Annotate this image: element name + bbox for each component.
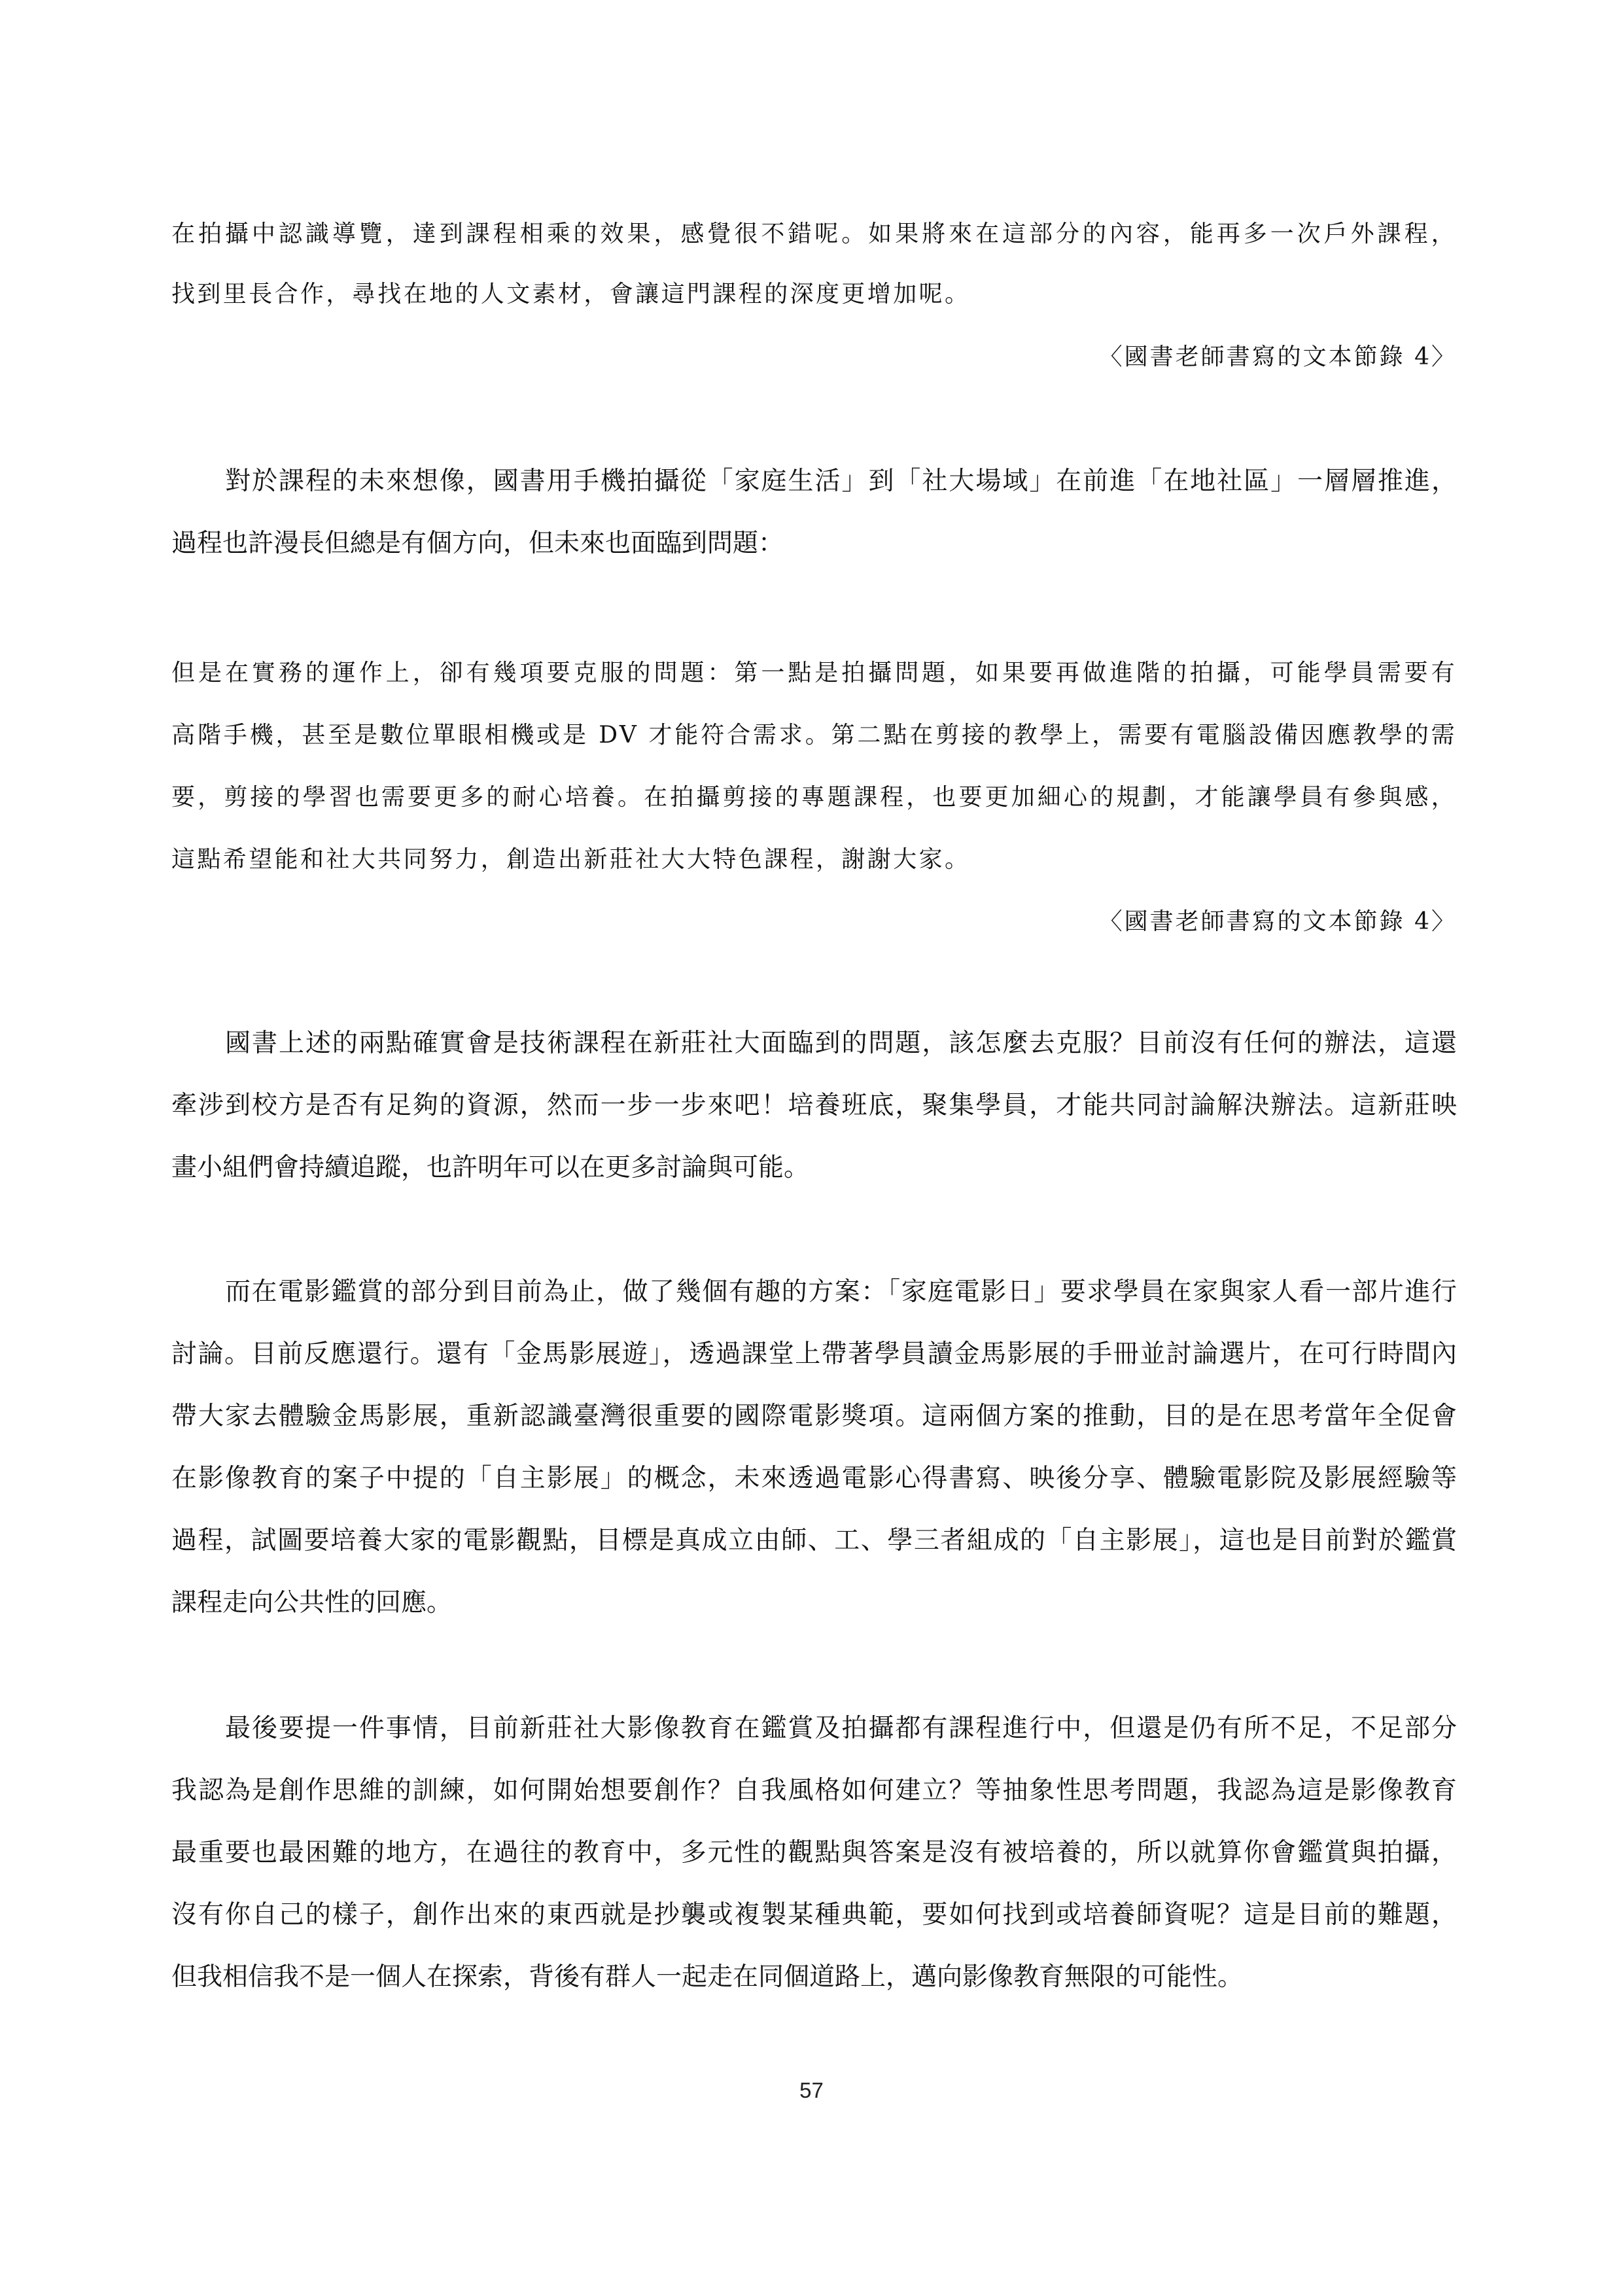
quote-source: 〈國書老師書寫的文本節錄 4〉 — [1098, 344, 1457, 370]
paragraph-line: 過程，試圖要培養大家的電影觀點，目標是真成立由師、工、學三者組成的「自主影展」，這也是目前對於鑑賞 — [171, 1526, 1457, 1555]
quote-line: 在拍攝中認識導覽，達到課程相乘的效果，感覺很不錯呢。如果將來在這部分的內容，能再多一次戶外課程， — [171, 221, 1457, 247]
paragraph-line: 最重要也最困難的地方，在過往的教育中，多元性的觀點與答案是沒有被培養的，所以就算你會鑑賞與拍攝， — [171, 1838, 1457, 1867]
quote-source: 〈國書老師書寫的文本節錄 4〉 — [1098, 908, 1457, 935]
paragraph-line: 帶大家去體驗金馬影展，重新認識臺灣很重要的國際電影獎項。這兩個方案的推動，目的是在思考當年全促會 — [171, 1402, 1457, 1431]
quote-line: 要，剪接的學習也需要更多的耐心培養。在拍攝剪接的專題課程，也要更加細心的規劃，才能讓學員有參與感， — [171, 784, 1457, 811]
paragraph-line: 課程走向公共性的回應。 — [171, 1588, 453, 1617]
paragraph-line: 國書上述的兩點確實會是技術課程在新莊社大面臨到的問題，該怎麼去克服？目前沒有任何的辦法，這還 — [225, 1029, 1457, 1058]
quote-line: 但是在實務的運作上，卻有幾項要克服的問題：第一點是拍攝問題，如果要再做進階的拍攝，可能學員需要有 — [171, 660, 1457, 686]
paragraph-line: 沒有你自己的樣子，創作出來的東西就是抄襲或複製某種典範，要如何找到或培養師資呢？這是目前的難題， — [171, 1900, 1457, 1930]
paragraph-line: 最後要提一件事情，目前新莊社大影像教育在鑑賞及拍攝都有課程進行中，但還是仍有所不足，不足部分 — [225, 1714, 1457, 1743]
paragraph-line: 我認為是創作思維的訓練，如何開始想要創作？自我風格如何建立？等抽象性思考問題，我認為這是影像教育 — [171, 1776, 1457, 1805]
quote-line: 找到里長合作，尋找在地的人文素材，會讓這門課程的深度更增加呢。 — [171, 281, 971, 308]
page-number: 57 — [799, 2078, 824, 2102]
paragraph-line: 在影像教育的案子中提的「自主影展」的概念，未來透過電影心得書寫、映後分享、體驗電影院及影展經驗等 — [171, 1464, 1457, 1493]
paragraph-line: 而在電影鑑賞的部分到目前為止，做了幾個有趣的方案：「家庭電影日」要求學員在家與家人看一部片進行 — [225, 1277, 1457, 1307]
quote-line: 高階手機，甚至是數位單眼相機或是 DV 才能符合需求。第二點在剪接的教學上，需要有電腦設備因應教學的需 — [171, 722, 1457, 749]
paragraph-line: 牽涉到校方是否有足夠的資源，然而一步一步來吧！培養班底，聚集學員，才能共同討論解決辦法。這新莊映 — [171, 1091, 1457, 1120]
paragraph-line: 畫小組們會持續追蹤，也許明年可以在更多討論與可能。 — [171, 1153, 810, 1182]
paragraph-line: 但我相信我不是一個人在探索，背後有群人一起走在同個道路上，邁向影像教育無限的可能性。 — [171, 1962, 1244, 1992]
paragraph-line: 討論。目前反應還行。還有「金馬影展遊」，透過課堂上帶著學員讀金馬影展的手冊並討論選片，在可行時間內 — [171, 1339, 1457, 1369]
paragraph-line: 對於課程的未來想像，國書用手機拍攝從「家庭生活」到「社大場域」在前進「在地社區」一層層推進， — [225, 467, 1457, 496]
quote-line: 這點希望能和社大共同努力，創造出新莊社大大特色課程，謝謝大家。 — [171, 846, 971, 873]
paragraph-line: 過程也許漫長但總是有個方向，但未來也面臨到問題： — [171, 529, 784, 558]
